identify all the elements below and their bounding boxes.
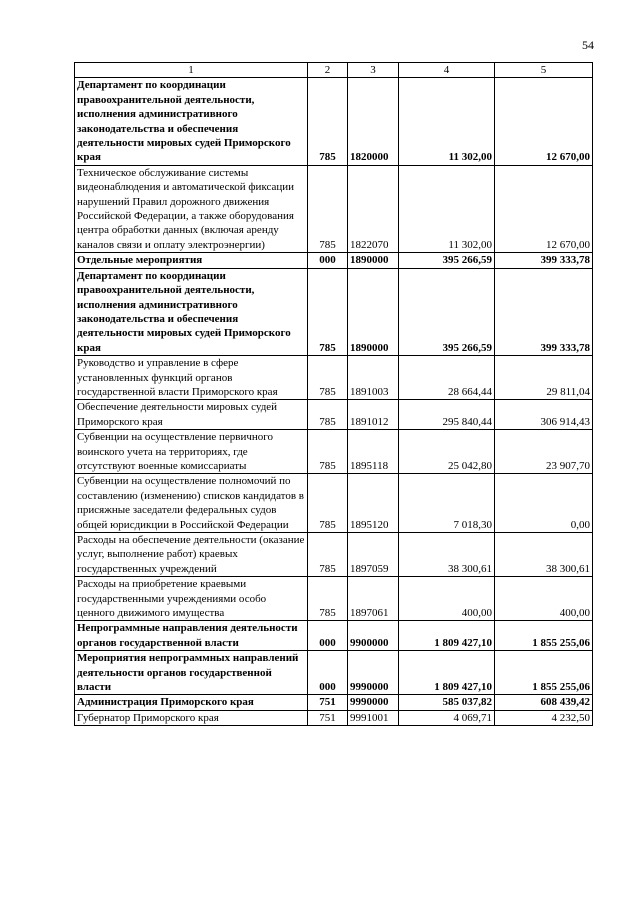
row-code-cell: 000 [308, 651, 348, 695]
row-amount-year1-cell: 28 664,44 [399, 356, 495, 400]
row-name-cell: Техническое обслуживание системы видеонаблюдения и автоматической фиксации нарушений Правил дорожного движения Российской Федерации, а также оборудования центра обработки данных (включая аренду каналов связи и оплату электроэнергии) [75, 165, 308, 252]
row-amount-year1-cell: 400,00 [399, 577, 495, 621]
row-article-cell: 1822070 [348, 165, 399, 252]
row-name-cell: Департамент по координации правоохранительной деятельности, исполнения административного законодательства и обеспечения деятельности мировых судей Приморского края [75, 268, 308, 355]
row-amount-year2-cell: 399 333,78 [495, 268, 593, 355]
row-code-cell: 785 [308, 165, 348, 252]
row-article-cell: 1890000 [348, 268, 399, 355]
row-article-cell: 1820000 [348, 78, 399, 165]
row-amount-year1-cell: 295 840,44 [399, 400, 495, 430]
table-row [75, 621, 593, 651]
row-name-cell: Департамент по координации правоохранительной деятельности, исполнения административного законодательства и обеспечения деятельности мировых судей Приморского края [75, 78, 308, 165]
row-amount-year2-cell: 0,00 [495, 474, 593, 533]
row-amount-year1-cell: 38 300,61 [399, 533, 495, 577]
row-name-cell: Обеспечение деятельности мировых судей Приморского края [75, 400, 308, 430]
row-article-cell: 1895120 [348, 474, 399, 533]
row-article-cell: 9991001 [348, 710, 399, 725]
row-amount-year2-cell: 1 855 255,06 [495, 651, 593, 695]
row-name-cell: Мероприятия непрограммных направлений деятельности органов государственной власти [75, 651, 308, 695]
table-row [75, 695, 593, 710]
row-amount-year2-cell: 4 232,50 [495, 710, 593, 725]
row-code-cell: 785 [308, 533, 348, 577]
header-col-4: 4 [399, 63, 495, 78]
header-col-2: 2 [308, 63, 348, 78]
header-col-3: 3 [348, 63, 399, 78]
row-article-cell: 1890000 [348, 253, 399, 268]
budget-table [74, 62, 593, 726]
row-article-cell: 1897061 [348, 577, 399, 621]
row-amount-year1-cell: 7 018,30 [399, 474, 495, 533]
table-row [75, 400, 593, 430]
row-article-cell: 1891012 [348, 400, 399, 430]
row-code-cell: 785 [308, 268, 348, 355]
row-name-cell: Субвенции на осуществление первичного воинского учета на территориях, где отсутствуют военные комиссариаты [75, 430, 308, 474]
row-code-cell: 785 [308, 78, 348, 165]
row-code-cell: 785 [308, 474, 348, 533]
table-row [75, 533, 593, 577]
row-article-cell: 1895118 [348, 430, 399, 474]
row-code-cell: 785 [308, 430, 348, 474]
row-article-cell: 1891003 [348, 356, 399, 400]
row-code-cell: 751 [308, 710, 348, 725]
table-row [75, 253, 593, 268]
header-col-5: 5 [495, 63, 593, 78]
row-amount-year2-cell: 608 439,42 [495, 695, 593, 710]
row-name-cell: Администрация Приморского края [75, 695, 308, 710]
table-row [75, 430, 593, 474]
row-name-cell: Расходы на приобретение краевыми государственными учреждениями особо ценного движимого имущества [75, 577, 308, 621]
row-name-cell: Руководство и управление в сфере установленных функций органов государственной власти Приморского края [75, 356, 308, 400]
row-name-cell: Непрограммные направления деятельности органов государственной власти [75, 621, 308, 651]
row-amount-year1-cell: 395 266,59 [399, 253, 495, 268]
row-code-cell: 000 [308, 621, 348, 651]
header-row [75, 63, 593, 78]
row-amount-year2-cell: 38 300,61 [495, 533, 593, 577]
row-amount-year2-cell: 399 333,78 [495, 253, 593, 268]
row-amount-year1-cell: 25 042,80 [399, 430, 495, 474]
row-amount-year1-cell: 11 302,00 [399, 165, 495, 252]
row-article-cell: 1897059 [348, 533, 399, 577]
row-article-cell: 9900000 [348, 621, 399, 651]
table-row [75, 577, 593, 621]
row-amount-year2-cell: 1 855 255,06 [495, 621, 593, 651]
table-row [75, 651, 593, 695]
table-row [75, 356, 593, 400]
row-code-cell: 785 [308, 356, 348, 400]
row-article-cell: 9990000 [348, 695, 399, 710]
row-code-cell: 785 [308, 577, 348, 621]
row-amount-year2-cell: 23 907,70 [495, 430, 593, 474]
row-article-cell: 9990000 [348, 651, 399, 695]
header-col-1: 1 [75, 63, 308, 78]
row-amount-year2-cell: 29 811,04 [495, 356, 593, 400]
row-code-cell: 000 [308, 253, 348, 268]
table-row [75, 710, 593, 725]
row-amount-year2-cell: 12 670,00 [495, 78, 593, 165]
row-name-cell: Губернатор Приморского края [75, 710, 308, 725]
row-amount-year1-cell: 1 809 427,10 [399, 651, 495, 695]
row-amount-year1-cell: 4 069,71 [399, 710, 495, 725]
table-row [75, 268, 593, 355]
row-amount-year1-cell: 585 037,82 [399, 695, 495, 710]
table-row [75, 78, 593, 165]
row-code-cell: 785 [308, 400, 348, 430]
row-amount-year1-cell: 1 809 427,10 [399, 621, 495, 651]
row-amount-year2-cell: 306 914,43 [495, 400, 593, 430]
page-number: 54 [582, 38, 594, 52]
row-name-cell: Отдельные мероприятия [75, 253, 308, 268]
row-amount-year1-cell: 395 266,59 [399, 268, 495, 355]
row-name-cell: Расходы на обеспечение деятельности (оказание услуг, выполнение работ) краевых государственных учреждений [75, 533, 308, 577]
row-amount-year2-cell: 400,00 [495, 577, 593, 621]
row-amount-year1-cell: 11 302,00 [399, 78, 495, 165]
row-code-cell: 751 [308, 695, 348, 710]
row-name-cell: Субвенции на осуществление полномочий по составлению (изменению) списков кандидатов в присяжные заседатели федеральных судов общей юрисдикции в Российской Федерации [75, 474, 308, 533]
row-amount-year2-cell: 12 670,00 [495, 165, 593, 252]
table-row [75, 165, 593, 252]
table-row [75, 474, 593, 533]
